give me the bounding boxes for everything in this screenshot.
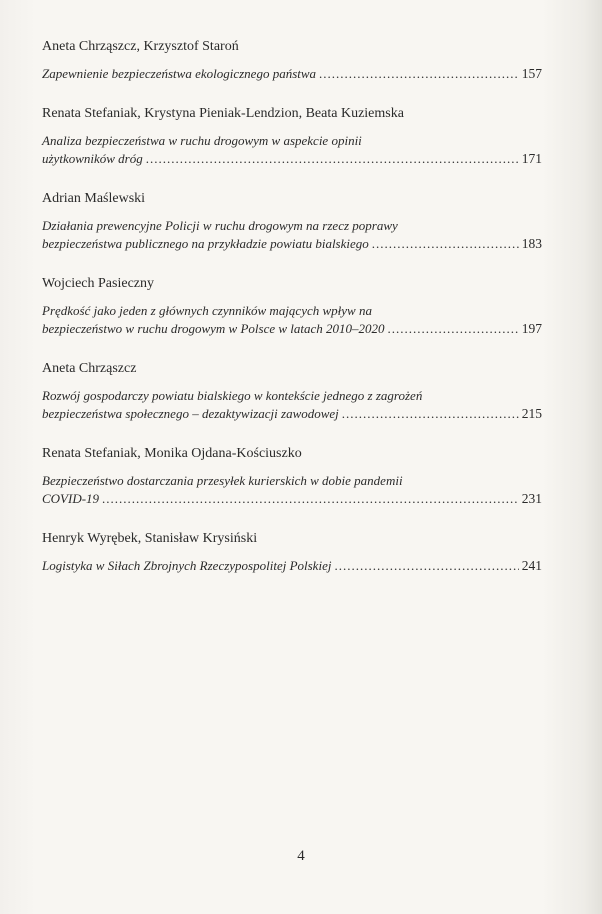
entry-title-first-line: Działania prewencyjne Policji w ruchu drogowym na rzecz poprawy [42,218,398,233]
entry-title-line[interactable] [42,490,542,508]
entry-title-line[interactable] [42,557,542,575]
toc-entry [42,190,542,253]
toc-entry [42,275,542,338]
entry-authors: Wojciech Pasieczny [42,276,154,291]
entry-title: bezpieczeństwa społecznego – dezaktywizacji zawodowej [42,406,339,421]
dot-leader [146,150,519,168]
dot-leader [102,490,519,508]
entry-title-first-line: Analiza bezpieczeństwa w ruchu drogowym w aspekcie opinii [42,133,362,148]
dot-leader [319,65,519,83]
entry-title: Logistyka w Siłach Zbrojnych Rzeczypospolitej Polskiej [42,558,332,573]
dot-leader [342,405,519,423]
entry-title: użytkowników dróg [42,151,143,166]
entry-authors: Aneta Chrząszcz [42,361,137,376]
entry-page-number: 215 [521,406,542,421]
entry-title-line[interactable] [42,150,542,168]
entry-authors: Aneta Chrząszcz, Krzysztof Staroń [42,39,239,54]
entry-page-number: 157 [521,66,542,81]
entry-page-number: 197 [521,321,542,336]
entry-title: Zapewnienie bezpieczeństwa ekologicznego państwa [42,66,317,81]
entry-title-line[interactable] [42,405,542,423]
toc-entry [42,445,542,508]
entry-title: bezpieczeństwo w ruchu drogowym w Polsce w latach 2010–2020 [42,321,385,336]
page-number: 4 [297,848,305,864]
entry-title-first-line: Prędkość jako jeden z głównych czynników mających wpływ na [42,303,372,318]
entry-page-number: 241 [521,558,542,573]
entry-authors: Adrian Maślewski [42,191,146,206]
entry-page-number: 183 [521,236,542,251]
entry-authors: Renata Stefaniak, Monika Ojdana-Kościuszko [42,446,302,461]
dot-leader [388,320,519,338]
entry-title-first-line: Rozwój gospodarczy powiatu bialskiego w kontekście jednego z zagrożeń [42,388,423,403]
entry-title: bezpieczeństwa publicznego na przykładzie powiatu bialskiego [42,236,369,251]
dot-leader [372,235,519,253]
table-of-contents [42,38,542,597]
toc-entry [42,105,542,168]
entry-title-line[interactable] [42,235,542,253]
entry-authors: Henryk Wyrębek, Stanisław Krysiński [42,531,258,546]
toc-entry [42,530,542,575]
entry-title-line[interactable] [42,65,542,83]
toc-entry [42,38,542,83]
entry-title: COVID-19 [42,491,100,506]
entry-title-line[interactable] [42,320,542,338]
entry-page-number: 171 [521,151,542,166]
entry-title-first-line: Bezpieczeństwo dostarczania przesyłek kurierskich w dobie pandemii [42,473,403,488]
toc-entry [42,360,542,423]
entry-authors: Renata Stefaniak, Krystyna Pieniak-Lendzion, Beata Kuziemska [42,106,404,121]
entry-page-number: 231 [521,491,542,506]
dot-leader [334,557,518,575]
